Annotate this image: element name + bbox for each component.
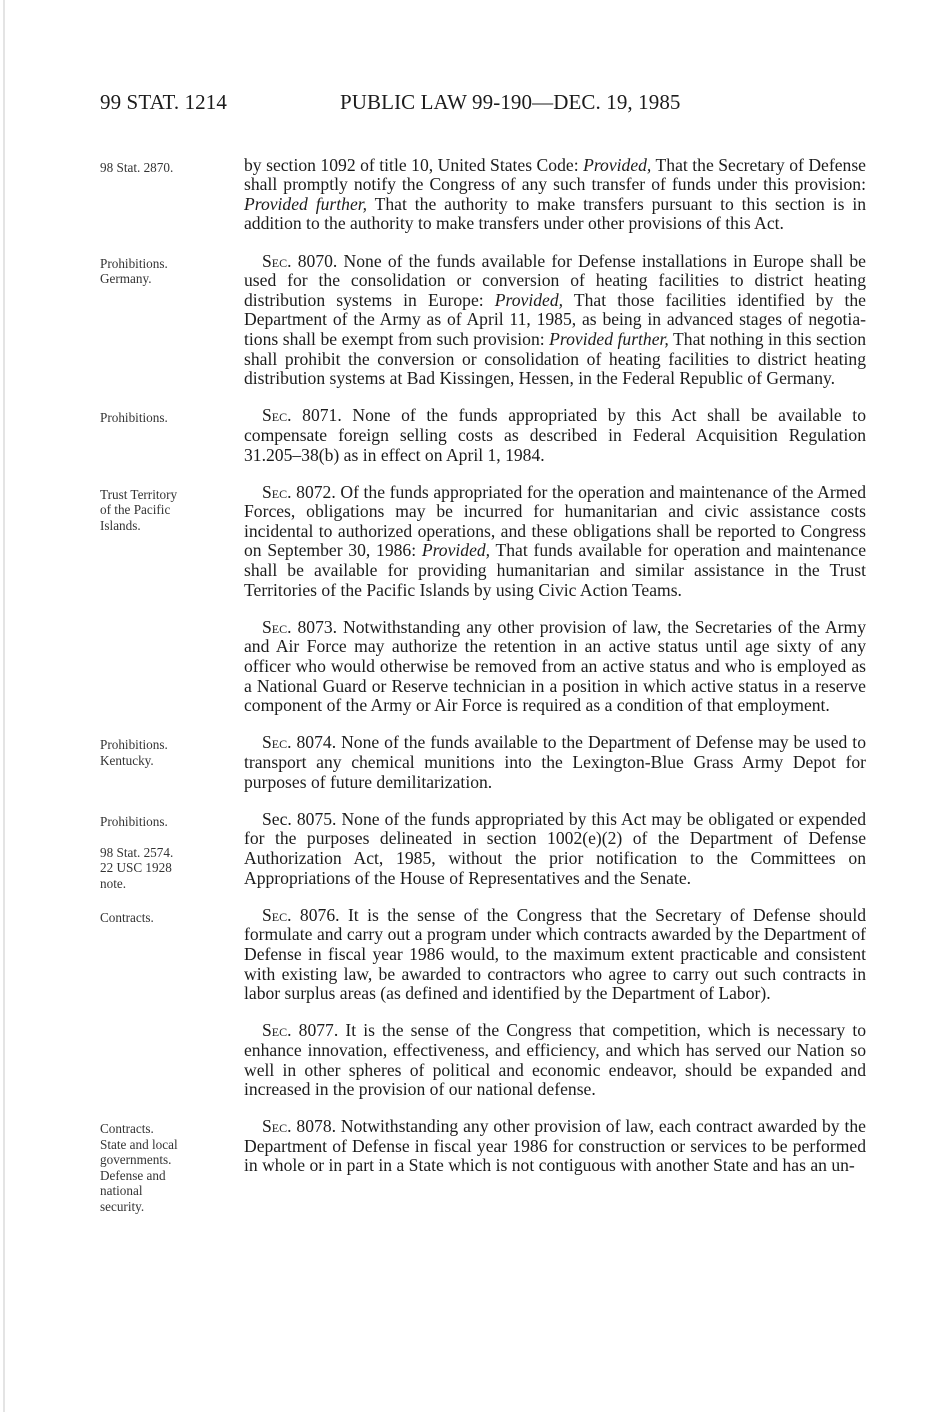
section-label: Sec.: [262, 405, 292, 426]
body-text: Notwithstanding any other provision of law, each contract awarded by the Department of Defense in fiscal year 1986 for construction or services to be performed in whole or in part in a State which is not contiguous with another State and has an un-: [244, 1116, 866, 1176]
body-text: That funds available for operation and maintenance shall be available for providing humanitarian and similar assistance in the Trust Territories of the Pacific Islands by using Civic Action Teams.: [244, 540, 866, 600]
italic-proviso: Provided,: [421, 540, 491, 561]
section-number: 8070.: [291, 250, 344, 271]
margin-note-line: 98 Stat. 2870.: [100, 159, 174, 175]
section-label: Sec.: [262, 732, 292, 753]
margin-note: [100, 814, 235, 892]
body-text: It is the sense of the Congress that the Secretary of Defense should formulate and carry out a program under which contracts awarded by the Department of Defense in fiscal year 1986 would, to the maximum extent practicable and consistent with existing law, be awarded to contractors who agree to carry out such contracts in labor surplus areas (as defined and identified by the Department of Labor).: [244, 904, 867, 1004]
scan-edge-line: [3, 0, 5, 1412]
margin-note-line: national: [100, 1183, 143, 1199]
body-text: None of the funds appropriated by this Act may be obligated or expended for the purposes delineated in section 1002(e)(2) of the Department of Defense Authorization Act, 1985, without the prior notification to the Committees on Appropriations of the House of Representatives and the Senate.: [244, 808, 866, 888]
body-text: That the Secretary of Defense shall promptly notify the Congress of any such transfer of funds under this provision:: [244, 154, 866, 195]
section-number: 8074.: [291, 732, 342, 753]
section-label: Sec.: [262, 1116, 292, 1137]
section-sec-8076: [100, 906, 870, 1004]
margin-note-line: security.: [100, 1198, 145, 1214]
italic-proviso: Provided further,: [244, 193, 368, 214]
section-number: 8073.: [291, 616, 344, 637]
section-label: Sec.: [262, 1020, 292, 1041]
margin-note: [100, 256, 235, 287]
section-continuation: [100, 156, 870, 234]
section-text: [244, 1021, 866, 1099]
body-text: It is the sense of the Congress that competition, which is necessary to enhance innovation, effectiveness, and efficiency, and which has served our Nation so well in other spheres of political and economic endeavor, should be expanded and increased in the provision of our national defense.: [244, 1020, 866, 1100]
section-text: [244, 810, 866, 888]
section-text: [244, 483, 866, 601]
section-number: 8076.: [291, 904, 348, 925]
italic-proviso: Provided,: [583, 154, 652, 175]
margin-note: [100, 737, 235, 768]
body-text: That nothing in this section shall prohibit the conversion or consolidation of heating facilities to district heating distribution systems at Bad Kissingen, Hessen, in the Federal Republic of Germany.: [244, 328, 866, 389]
stat-page-number: 99 STAT. 1214: [100, 90, 227, 114]
running-head: [100, 90, 870, 120]
body-text: That the authority to make transfers pursuant to this section is in addition to the authority to make transfers under other provisions of this Act.: [244, 193, 867, 234]
margin-note-line: Prohibitions.: [100, 737, 168, 753]
section-label: Sec.: [262, 250, 292, 271]
body-text: Notwithstanding any other provision of law, the Secretaries of the Army and Air Force may authorize the retention in an active status until age sixty of any officer who would otherwise be removed from an active status and who is employed as a National Guard or Reserve technician in a position in which active status in a reserve component of the Army or Air Force is required as a condition of that employment.: [244, 616, 866, 716]
body-text: None of the funds appropriated by this Act shall be available to compensate foreign selling costs as described in Federal Acquisition Regulation 31.205–38(b) as in effect on April 1, 1984.: [244, 405, 866, 465]
margin-note-line: note.: [100, 875, 127, 891]
section-label: Sec.: [262, 481, 292, 502]
margin-note-line: Kentucky.: [100, 752, 154, 768]
section-text: [244, 156, 866, 234]
section-sec-8071: [100, 406, 870, 465]
section-sec-8074: [100, 733, 870, 792]
margin-note-line: Prohibitions.: [100, 813, 168, 829]
section-text: [244, 733, 866, 792]
margin-note-line: Germany.: [100, 271, 152, 287]
section-number: 8078.: [291, 1116, 341, 1137]
section-text: [244, 406, 866, 465]
section-sec-8070: [100, 252, 870, 389]
section-text: [244, 252, 866, 389]
section-number: 8077.: [291, 1020, 346, 1041]
margin-note: [100, 160, 235, 176]
body-text: That those facilities identified by the Department of the Army as of April 11, 1985, as being in advanced stages of negotiations shall be exempt from such provision:: [244, 289, 866, 349]
body-text: Of the funds appropriated for the operation and maintenance of the Armed Forces, obligations may be incurred for humanitarian and civic assistance costs incidental to authorized operations, and these obligations shall be reported to Congress on September 30, 1986:: [244, 481, 866, 561]
margin-note-line: Defense and: [100, 1167, 166, 1183]
section-text: [244, 906, 866, 1004]
margin-note-line: Contracts.: [100, 909, 154, 925]
margin-note-line: of the Pacific: [100, 502, 171, 518]
section-text: [244, 1117, 866, 1176]
margin-note-line: Prohibitions.: [100, 410, 168, 426]
section-label: Sec.: [262, 616, 292, 637]
italic-proviso: Provided,: [494, 289, 564, 310]
margin-note: [100, 910, 235, 926]
body-text: by section 1092 of title 10, United States Code:: [244, 154, 584, 175]
body-text: None of the funds available to the Department of Defense may be used to transport any chemical munitions into the Lexington-Blue Grass Army Depot for purposes of future demilitarization.: [244, 732, 866, 792]
section-sec-8072: [100, 483, 870, 601]
margin-note-line: [100, 829, 235, 845]
margin-note-line: 22 USC 1928: [100, 860, 172, 876]
section-number: 8075.: [291, 808, 342, 829]
margin-note: [100, 410, 235, 426]
margin-note-line: Contracts.: [100, 1121, 154, 1137]
margin-note-line: State and local: [100, 1136, 178, 1152]
margin-note-line: Islands.: [100, 517, 141, 533]
margin-note: [100, 1121, 235, 1214]
margin-note: [100, 487, 235, 534]
margin-note-line: Prohibitions.: [100, 255, 168, 271]
section-sec-8077: [100, 1021, 870, 1099]
section-sec-8073: [100, 618, 870, 716]
section-sec-8075: [100, 808, 870, 891]
section-number: 8071.: [291, 405, 353, 426]
section-number: 8072.: [291, 481, 341, 502]
body-text: None of the funds available for Defense installations in Europe shall be used for the consolidation or conversion of heating facilities to district heating distribution systems in Europe:: [244, 250, 866, 310]
margin-note-line: governments.: [100, 1152, 172, 1168]
section-text: [244, 618, 866, 716]
public-law-title: PUBLIC LAW 99-190—DEC. 19, 1985: [340, 90, 681, 114]
italic-proviso: Provided further,: [549, 328, 669, 349]
section-sec-8078: [100, 1116, 870, 1214]
margin-note-line: Trust Territory: [100, 486, 178, 502]
section-label: Sec.: [262, 904, 292, 925]
page-body: [100, 138, 870, 1214]
margin-note-line: 98 Stat. 2574.: [100, 844, 174, 860]
section-label: Sec.: [262, 808, 292, 829]
